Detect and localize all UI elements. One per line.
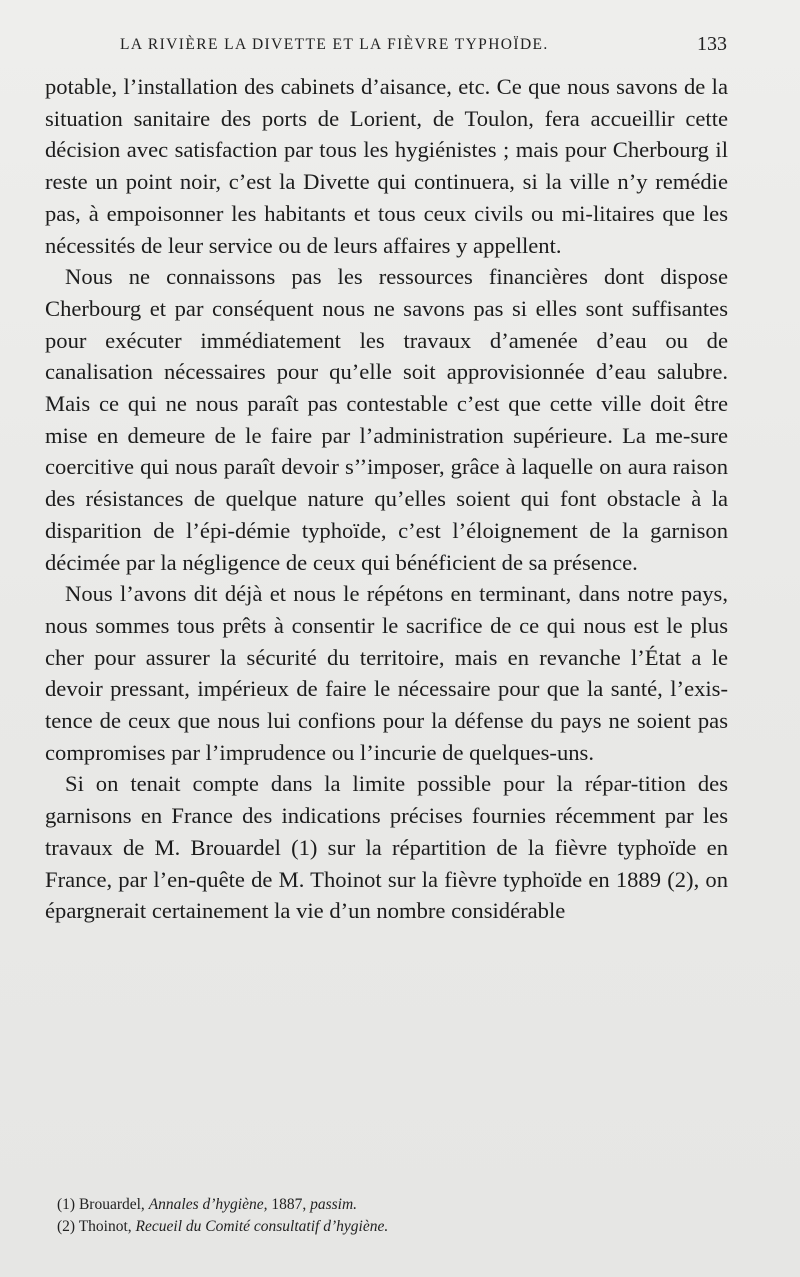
body-text	[45, 71, 728, 927]
footnote-title: Recueil du Comité consultatif d’hygiène.	[135, 1218, 389, 1235]
paragraph-conclusion: Nous l’avons dit déjà et nous le répétons en terminant, dans notre pays, nous sommes tous prêts à consentir le sacrifice de ce qui nous est le plus cher pour assurer la sécurité du territoire, mais en revanche l’État a le devoir pressant, impérieux de faire le nécessaire pour que la santé, l’exis-tence de ceux que nous lui confions pour la défense du pays ne soient pas compromises par l’imprudence ou l’incurie de quelques-uns.	[45, 581, 728, 765]
footnote-marker: (2)	[57, 1218, 76, 1235]
footnote-2	[57, 1216, 717, 1238]
footnote-1	[57, 1194, 717, 1216]
paragraph-garrison-distribution: Si on tenait compte dans la limite possible pour la répar-tition des garnisons en France des indications précises fournies récemment par les travaux de M. Brouardel (1) sur la répartition de la fièvre typhoïde en France, par l’en-quête de M. Thoinot sur la fièvre typhoïde en 1889 (2), on épargnerait certainement la vie d’un nombre considérable	[45, 771, 728, 924]
page-header	[120, 33, 730, 60]
footnote-title: Annales d’hygiène,	[148, 1196, 268, 1213]
footnote-author: Brouardel,	[78, 1196, 145, 1213]
page-number: 133	[697, 33, 727, 55]
running-title: LA RIVIÈRE LA DIVETTE ET LA FIÈVRE TYPHOÏDE.	[120, 36, 549, 53]
paragraph-financial-resources: Nous ne connaissons pas les ressources financières dont dispose Cherbourg et par conséquent nous ne savons pas si elles sont suffisantes pour exécuter immédiatement les travaux d’amenée d’eau ou de canalisation nécessaires pour qu’elle soit approvisionnée d’eau salubre. Mais ce qui ne nous paraît pas contestable c’est que cette ville doit être mise en demeure de le faire par l’administration supérieure. La me-sure coercitive qui nous paraît devoir s’’imposer, grâce à laquelle on aura raison des résistances de quelque nature qu’elles soient qui font obstacle à la disparition de l’épi-démie typhoïde, c’est l’éloignement de la garnison décimée par la négligence de ceux qui bénéficient de sa présence.	[45, 264, 728, 575]
footnote-author: Thoinot,	[78, 1218, 132, 1235]
footnote-detail: 1887,	[271, 1196, 307, 1213]
footnote-marker: (1)	[57, 1196, 76, 1213]
paragraph-continued: potable, l’installation des cabinets d’aisance, etc. Ce que nous savons de la situation sanitaire des ports de Lorient, de Toulon, fera accueillir cette décision avec satisfaction par tous les hygiénistes ; mais pour Cherbourg il reste un point noir, c’est la Divette qui continuera, si la ville n’y remédie pas, à empoisonner les habitants et tous ceux civils ou mi-litaires que les nécessités de leur service ou de leurs affaires y appellent.	[45, 74, 728, 258]
footnotes	[57, 1194, 717, 1238]
footnote-extra: passim.	[310, 1196, 358, 1213]
